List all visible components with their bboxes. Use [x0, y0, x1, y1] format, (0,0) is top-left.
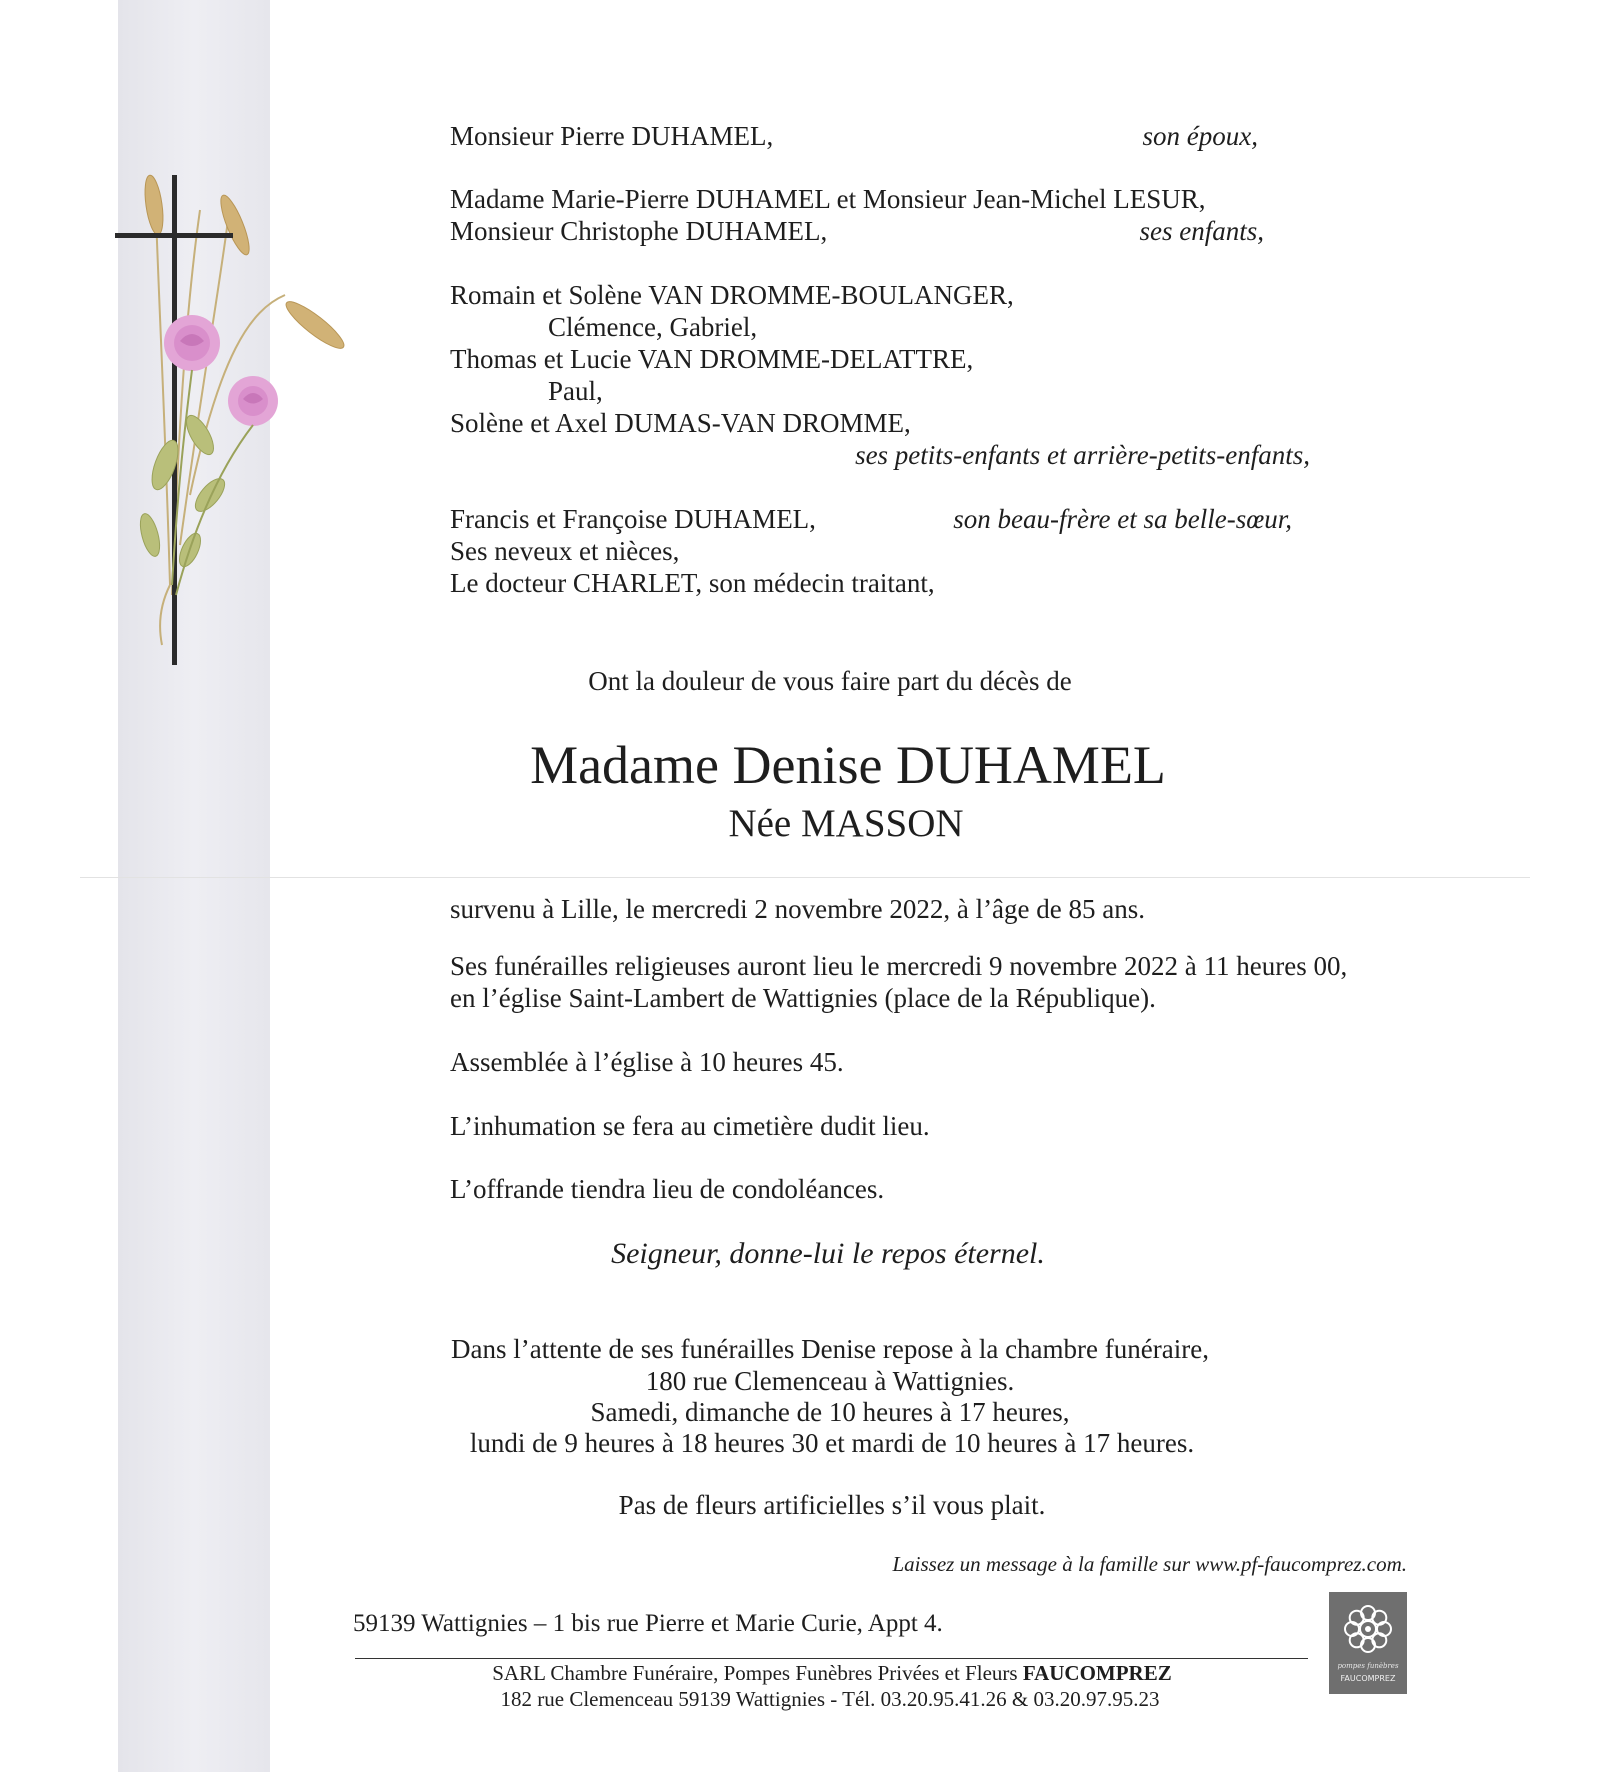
- inlaws-name: Francis et Françoise DUHAMEL,: [450, 504, 816, 534]
- funeral-line-2: en l’église Saint-Lambert de Wattignies (place de la République).: [450, 983, 1156, 1013]
- grandchildren-role: ses petits-enfants et arrière-petits-enfants,: [855, 440, 1310, 470]
- assembly-time: Assemblée à l’église à 10 heures 45.: [450, 1047, 844, 1077]
- footer-company-name: FAUCOMPREZ: [1022, 1661, 1172, 1685]
- footer-company-prefix: SARL Chambre Funéraire, Pompes Funèbres Privées et Fleurs: [492, 1661, 1023, 1685]
- child-line-2: Monsieur Christophe DUHAMEL,: [450, 216, 828, 246]
- logo-name-text: FAUCOMPREZ: [1340, 1674, 1396, 1683]
- child-line-1: Madame Marie-Pierre DUHAMEL et Monsieur Jean-Michel LESUR,: [450, 184, 1206, 214]
- cross-icon: [115, 175, 233, 665]
- doctor-line: Le docteur CHARLET, son médecin traitant,: [450, 568, 935, 598]
- nephews-nieces: Ses neveux et nièces,: [450, 536, 680, 566]
- announcement: Ont la douleur de vous faire part du décès de: [588, 666, 1072, 696]
- visitation-line-1: Dans l’attente de ses funérailles Denise repose à la chambre funéraire,: [451, 1334, 1209, 1364]
- website-note: Laissez un message à la famille sur www.pf-faucomprez.com.: [892, 1552, 1407, 1576]
- burial-info: L’inhumation se fera au cimetière dudit lieu.: [450, 1111, 930, 1141]
- offering-info: L’offrande tiendra lieu de condoléances.: [450, 1174, 885, 1204]
- children-role: ses enfants,: [1139, 216, 1264, 246]
- footer-company: [492, 1660, 1172, 1686]
- fold-line: [80, 877, 1530, 878]
- family-address: 59139 Wattignies – 1 bis rue Pierre et Marie Curie, Appt 4.: [353, 1610, 943, 1637]
- inlaws-role: son beau-frère et sa belle-sœur,: [953, 504, 1292, 534]
- logo-script-text: pompes funèbres: [1337, 1662, 1399, 1670]
- flower-emblem-icon: [1339, 1600, 1397, 1658]
- grandchild-line-4: Paul,: [548, 376, 603, 406]
- visitation-line-2: 180 rue Clemenceau à Wattignies.: [645, 1366, 1015, 1396]
- visitation-line-3: Samedi, dimanche de 10 heures à 17 heures,: [590, 1397, 1070, 1427]
- footer-divider: [355, 1658, 1308, 1659]
- visitation-line-4: lundi de 9 heures à 18 heures 30 et mardi de 10 heures à 17 heures.: [469, 1428, 1195, 1458]
- footer-contact: 182 rue Clemenceau 59139 Wattignies - Tél. 03.20.95.41.26 & 03.20.97.95.23: [500, 1687, 1160, 1711]
- grandchild-line-3: Thomas et Lucie VAN DROMME-DELATTRE,: [450, 344, 974, 374]
- faucomprez-logo: [1329, 1592, 1407, 1694]
- grandchild-line-1: Romain et Solène VAN DROMME-BOULANGER,: [450, 280, 1014, 310]
- husband-role: son époux,: [1142, 121, 1258, 151]
- grandchild-line-2: Clémence, Gabriel,: [548, 312, 758, 342]
- deceased-name: Madame Denise DUHAMEL: [530, 735, 1166, 795]
- grandchild-line-5: Solène et Axel DUMAS-VAN DROMME,: [450, 408, 911, 438]
- death-notice: survenu à Lille, le mercredi 2 novembre 2022, à l’âge de 85 ans.: [450, 894, 1145, 924]
- leaves: [137, 411, 230, 569]
- maiden-name: Née MASSON: [728, 802, 964, 845]
- cross-and-flowers-illustration: [110, 165, 410, 675]
- prayer: Seigneur, donne-lui le repos éternel.: [611, 1237, 1045, 1270]
- husband-name: Monsieur Pierre DUHAMEL,: [450, 121, 774, 151]
- no-flowers-note: Pas de fleurs artificielles s’il vous plait.: [618, 1490, 1046, 1520]
- funeral-line-1: Ses funérailles religieuses auront lieu le mercredi 9 novembre 2022 à 11 heures 00,: [450, 951, 1348, 981]
